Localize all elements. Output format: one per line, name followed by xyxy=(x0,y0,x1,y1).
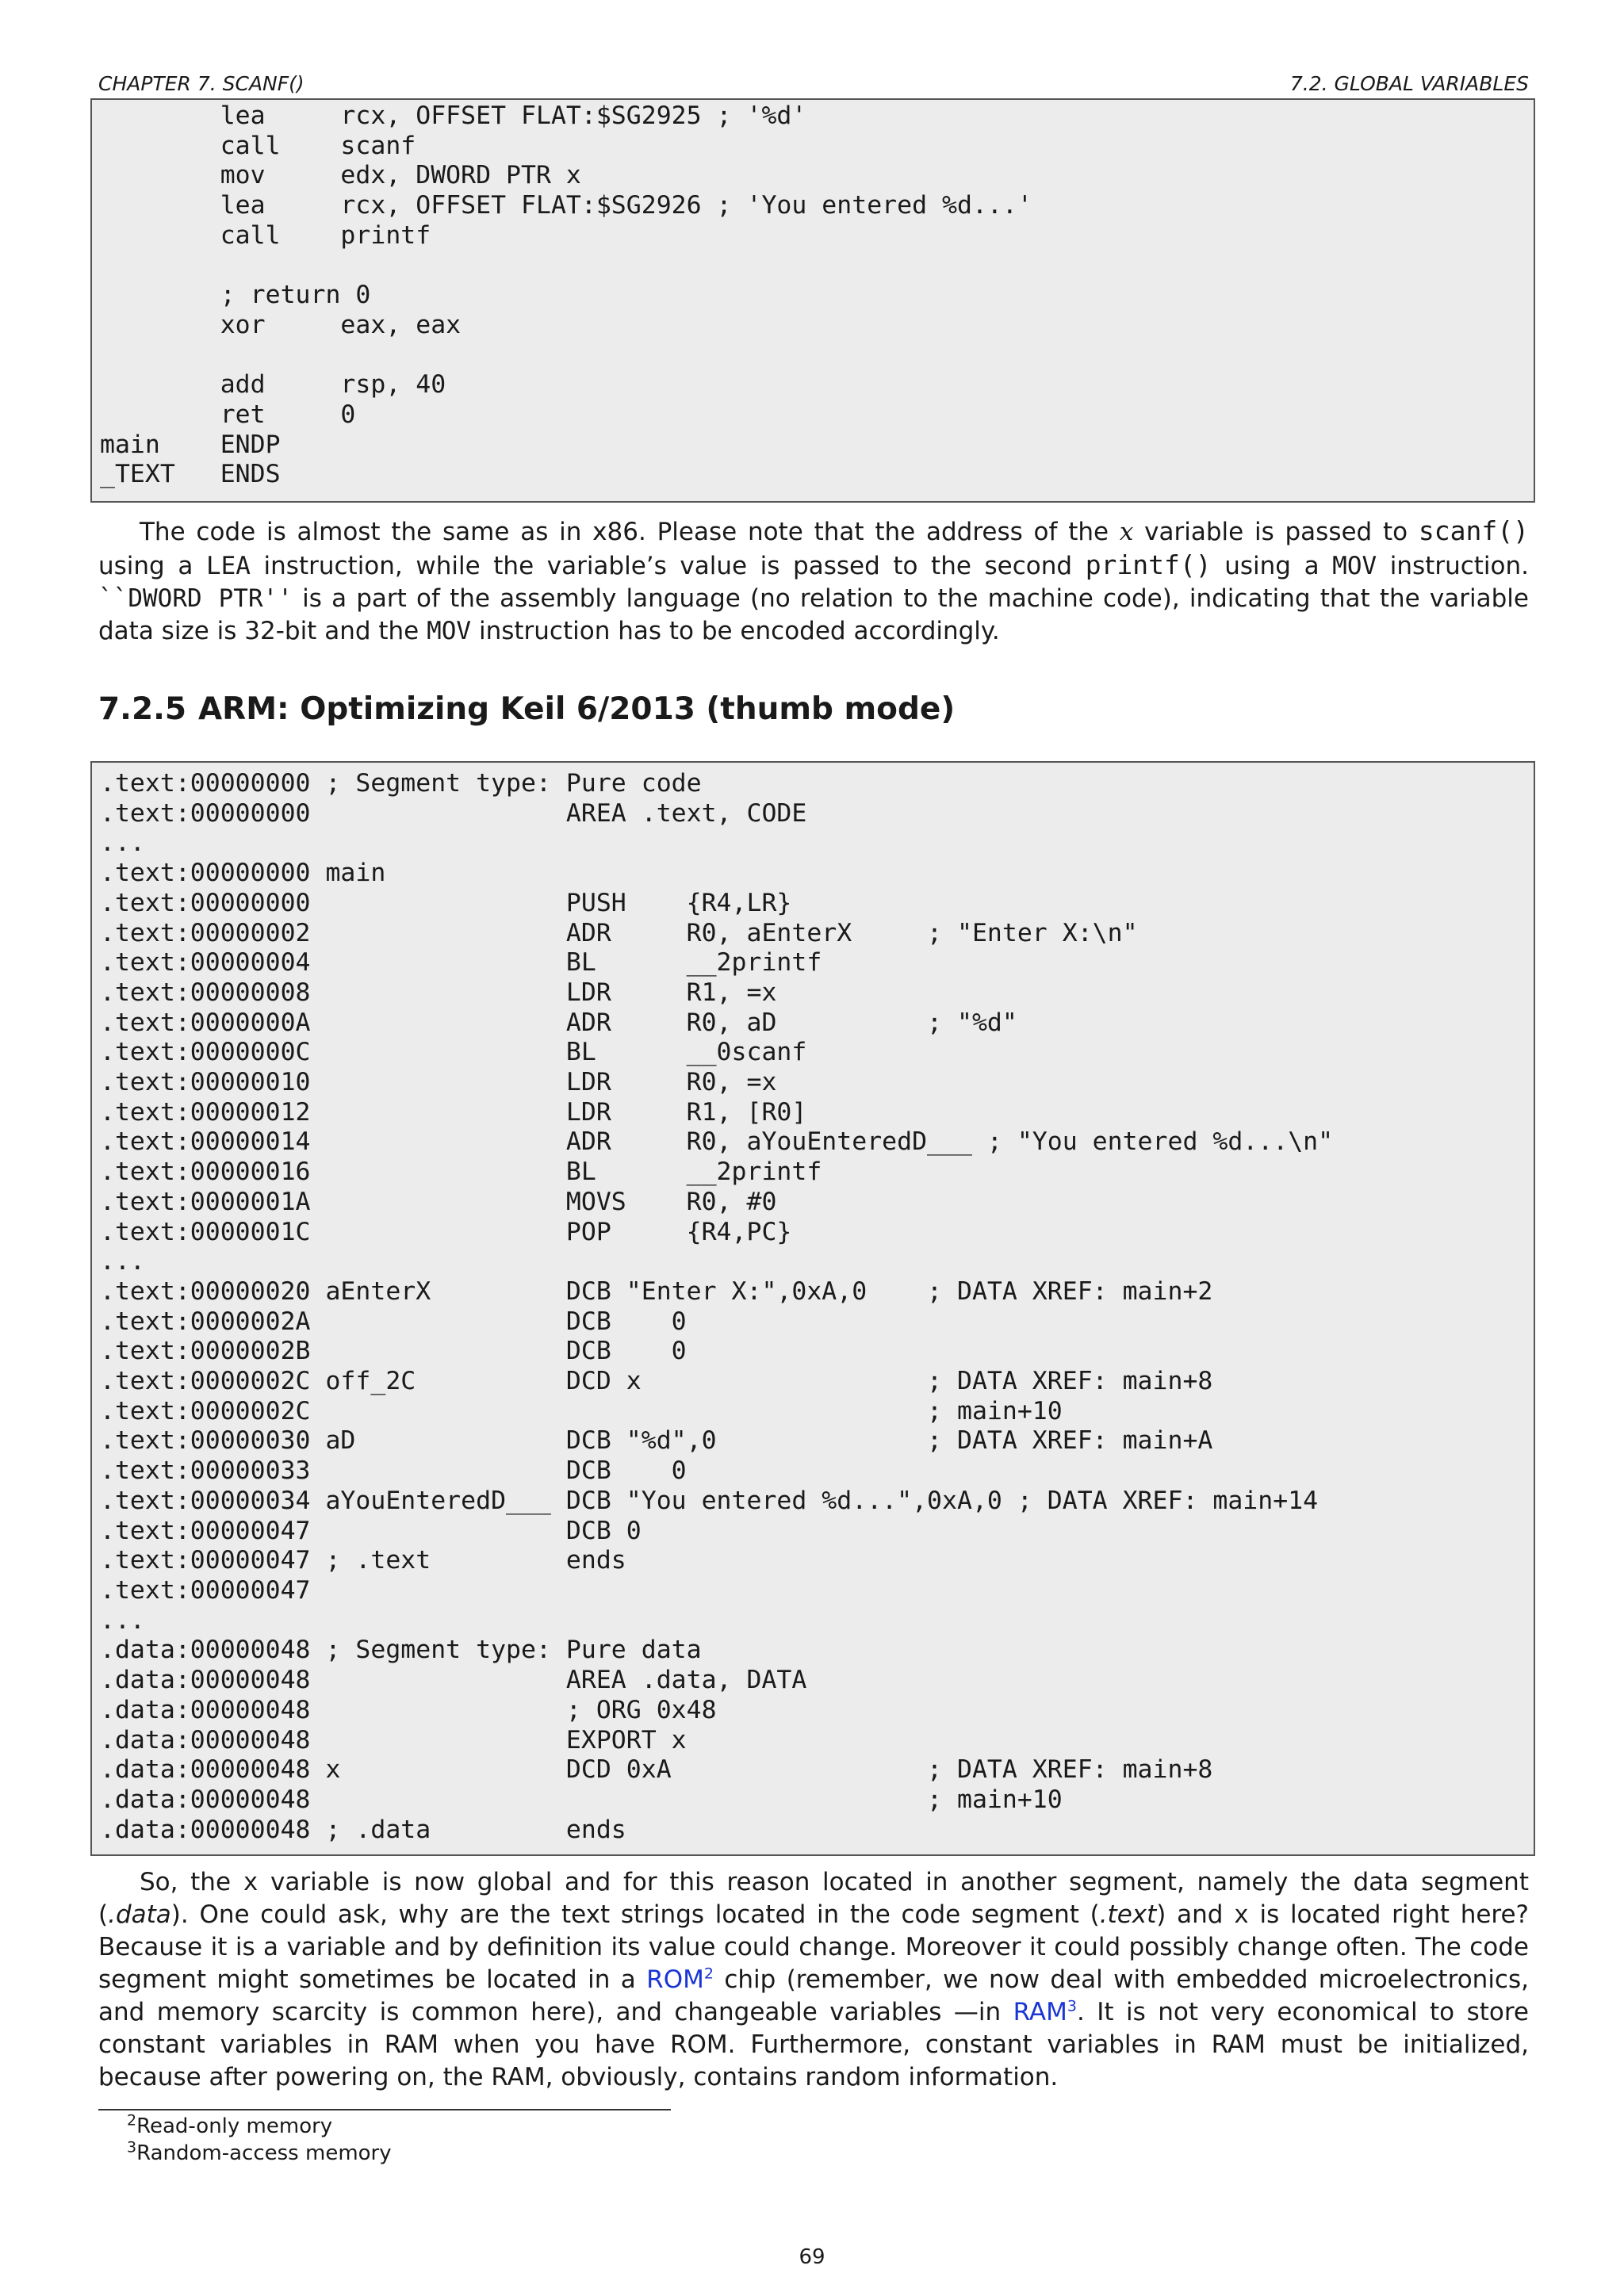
footnote-ref-3[interactable]: 3 xyxy=(1067,1997,1077,2015)
section-running-title: 7.2. GLOBAL VARIABLES xyxy=(1289,72,1529,95)
para-text: The code is almost the same as in x86. Please note that the address of the xyxy=(140,518,1120,546)
para-text: ). One could ask, why are the text strings located in the code segment ( xyxy=(170,1900,1100,1929)
paragraph-x64-explanation xyxy=(98,515,1529,648)
section-title: ARM: Optimizing Keil 6/2013 (thumb mode) xyxy=(198,691,956,727)
math-variable-x: x xyxy=(1119,518,1134,546)
footnote-ref-2[interactable]: 2 xyxy=(703,1965,714,1983)
chapter-title: CHAPTER 7. SCANF() xyxy=(98,72,304,95)
code-x: x xyxy=(1234,1900,1249,1929)
rom-link[interactable]: ROM xyxy=(646,1965,704,1994)
code-mov: MOV xyxy=(427,617,472,645)
para-text: using a xyxy=(98,552,206,580)
segment-data: .data xyxy=(108,1900,171,1929)
section-number: 7.2.5 xyxy=(98,691,187,727)
paragraph-global-variable-explanation xyxy=(98,1866,1529,2094)
code-scanf: scanf() xyxy=(1418,515,1529,546)
segment-text: .text xyxy=(1099,1900,1157,1929)
para-text: instruction has to be encoded accordingly. xyxy=(471,617,1000,645)
section-heading xyxy=(98,691,955,727)
footnote-2 xyxy=(127,2111,333,2138)
code-listing-x64-text: lea rcx, OFFSET FLAT:$SG2925 ; '%d' call scanf mov edx, DWORD PTR x lea rcx, OFFSET FLAT:$SG2926 ; 'You entered %d...' call printf ; return 0 xor eax, eax add rsp, 40 ret 0 main ENDP _TEXT ENDS xyxy=(100,101,1032,489)
ram-link[interactable]: RAM xyxy=(1013,1998,1067,2026)
para-text: is located right here? Because it is a variable and by definition its value could change. Moreover it could possibly change often. The code segment might sometimes be located in a xyxy=(98,1900,1530,1994)
code-lea: LEA xyxy=(205,552,251,580)
footnote-text: Random-access memory xyxy=(136,2141,392,2165)
para-text: using a xyxy=(1211,552,1333,580)
para-text: variable is now global and for this reason located in another segment, namely the data segment ( xyxy=(98,1868,1529,1929)
code-listing-arm-thumb xyxy=(90,761,1535,1856)
para-text: So, the xyxy=(140,1868,243,1896)
footnote-mark: 2 xyxy=(127,2111,137,2130)
footnote-mark: 3 xyxy=(127,2138,137,2156)
footnote-text: Read-only memory xyxy=(136,2114,333,2138)
para-text: instruction. xyxy=(1377,552,1530,580)
code-mov: MOV xyxy=(1332,552,1377,580)
para-text: variable is passed to xyxy=(1133,518,1419,546)
para-text: instruction, while the variable’s value is passed to the second xyxy=(250,552,1086,580)
running-header xyxy=(98,70,1529,100)
code-dword-ptr: ``DWORD PTR'' xyxy=(98,584,293,613)
code-listing-x64 xyxy=(90,98,1535,503)
code-printf: printf() xyxy=(1085,549,1212,580)
para-text: chip (remember, we now deal with embedded microelectronics, and memory scarcity is common here), and changeable variables —in xyxy=(98,1965,1529,2026)
code-x: x xyxy=(243,1868,259,1896)
code-listing-arm-thumb-text: .text:00000000 ; Segment type: Pure code .text:00000000 AREA .text, CODE ... .text:00000000 main .text:00000000 PUSH {R4,LR} .text:00000002 ADR R0, aEnterX ; "Enter X:\n" .text:00000004 BL __2printf .text:00000008 LDR R1, =x .text:0000000A ADR R0, aD ; "%d" .text:0000000C BL __0scanf .text:00000010 LDR R0, =x .text:00000012 LDR R1, [R0] .text:00000014 ADR R0, aYouEnteredD___ ; "You entered %d...\n" .text:00000016 BL __2printf .text:0000001A MOVS R0, #0 .text:0000001C POP {R4,PC} ... .text:00000020 aEnterX DCB "Enter X:",0xA,0 ; DATA XREF: main+2 .text:0000002A DCB 0 .text:0000002B DCB 0 .text:0000002C off_2C DCD x ; DATA XREF: main+8 .text:0000002C ; main+10 .text:00000030 aD DCB "%d",0 ; DATA XREF: main+A .text:00000033 DCB 0 .text:00000034 aYouEnteredD___ DCB "You entered %d...",0xA,0 ; DATA XREF: main+14 .text:00000047 DCB 0 .text:00000047 ; .text ends .text:00000047 ... .data:00000048 ; Segment type: Pure data .data:00000048 AREA .data, DATA .data:00000048 ; ORG 0x48 .data:00000048 EXPORT x .data:00000048 x DCD 0xA ; DATA XREF: main+8 .data:00000048 ; main+10 .data:00000048 ; .data ends xyxy=(100,769,1334,1844)
page-number: 69 xyxy=(799,2245,825,2269)
footnote-3 xyxy=(127,2138,392,2165)
para-text: . It is not very economical to store constant variables in RAM when you have ROM. Furthermore, constant variables in RAM must be initialized, because after powering on, the RAM, obviously, contains random information. xyxy=(98,1998,1529,2091)
para-text: ) and xyxy=(1156,1900,1235,1929)
footnote-divider xyxy=(98,2109,671,2110)
para-text: is a part of the assembly language (no relation to the machine code), indicating that the variable data size is 32-bit and the xyxy=(98,584,1529,645)
